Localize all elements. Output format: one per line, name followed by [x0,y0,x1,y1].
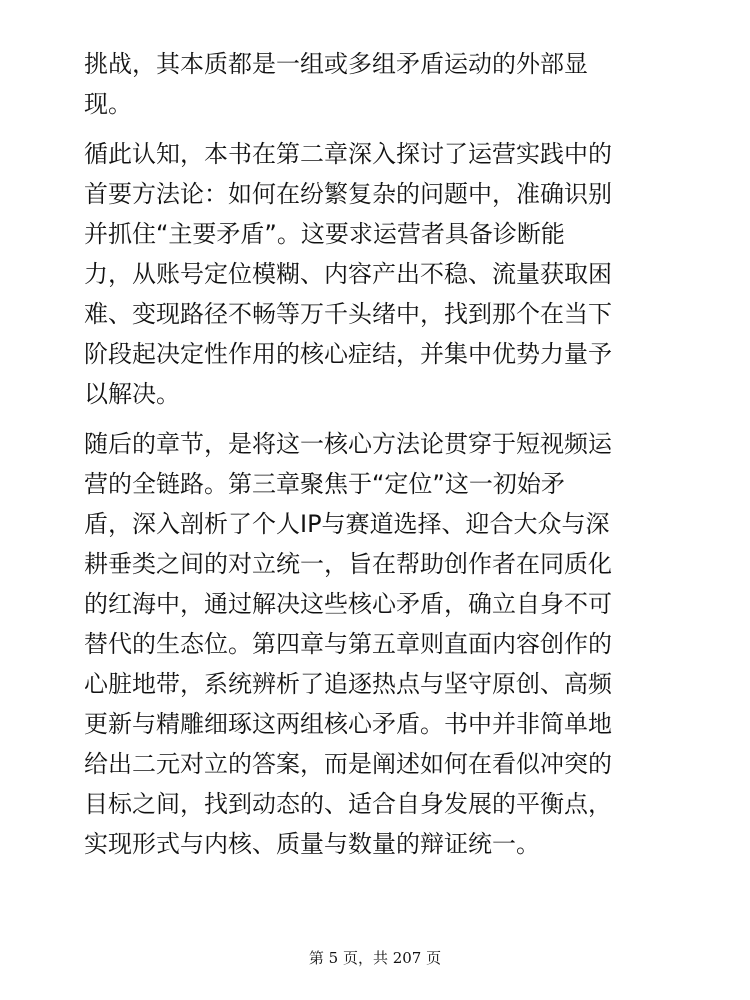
paragraph-2: 循此认知，本书在第二章深入探讨了运营实践中的 首要方法论：如何在纷繁复杂的问题中，准确识别 并抓住“主要矛盾”。这要求运营者具备诊断能 力，从账号定位模糊、内容产出不稳、流量获取困 难、变现路径不畅等万千头绪中，找到那个在当下 阶段起决定性作用的核心症结，并集中优势力量予 以解决。 [84,140,612,408]
paragraph-1: 挑战，其本质都是一组或多组矛盾运动的外部显 现。 [84,50,588,118]
paragraph-3: 随后的章节，是将这一核心方法论贯穿于短视频运 营的全链路。第三章聚焦于“定位”这一初始矛 盾，深入剖析了个人IP与赛道选择、迎合大众与深 耕垂类之间的对立统一，旨在帮助创作者在同质化 的红海中，通过解决这些核心矛盾，确立自身不可 替代的生态位。第四章与第五章则直面内容创作的 心脏地带，系统辨析了追逐热点与坚守原创、高频 更新与精雕细琢这两组核心矛盾。书中并非简单地 给出二元对立的答案，而是阐述如何在看似冲突的 目标之间，找到动态的、适合自身发展的平衡点， 实现形式与内核、质量与数量的辩证统一。 [84,430,612,858]
document-body [84,44,684,874]
page-number-footer: 第 5 页，共 207 页 [308,949,442,967]
